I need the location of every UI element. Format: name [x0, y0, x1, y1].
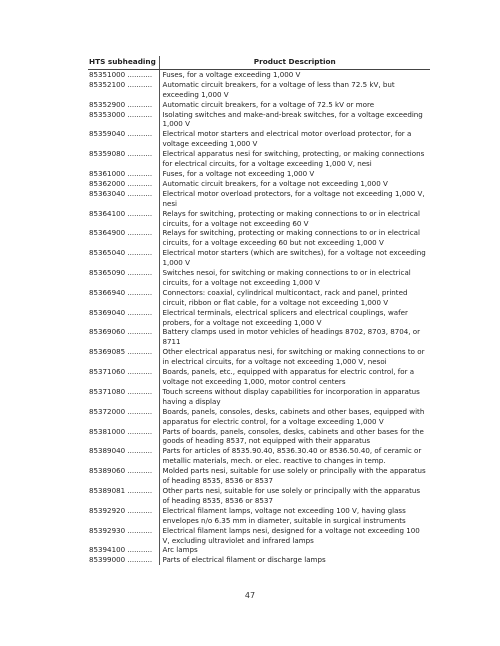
table-row: [88, 506, 430, 526]
table-row: [88, 169, 430, 179]
hts-code-cell: 85372000 ...........: [88, 407, 159, 427]
hts-code-cell: 85352900 ...........: [88, 100, 159, 110]
table-row: [88, 466, 430, 486]
table-row: [88, 367, 430, 387]
product-description-cell: Parts of boards, panels, consoles, desks, cabinets and other bases for the goods of heading 8537, not equipped with their apparatus: [162, 426, 424, 446]
product-description-cell: Relays for switching, protecting or making connections to or in electrical circuits, for a voltage exceeding 60 but not exceeding 1,000 V: [162, 228, 420, 248]
hts-table: [88, 56, 430, 565]
product-description-cell: Isolating switches and make-and-break switches, for a voltage exceeding 1,000 V: [162, 109, 423, 129]
table-header-row: [88, 56, 430, 69]
table-row: [88, 446, 430, 466]
column-header-hts-subheading: HTS subheading: [88, 56, 159, 69]
hts-code-cell: 85366940 ...........: [88, 288, 159, 308]
product-description-cell: Electrical apparatus nesi for switching, protecting, or making connections for electrical circuits, for a voltage exceeding 1,000 V, nesi: [162, 149, 425, 169]
product-description-cell: Fuses, for a voltage not exceeding 1,000 V: [162, 168, 315, 178]
table-row: [88, 80, 430, 100]
table-row: [88, 486, 430, 506]
table-row: [88, 545, 430, 555]
product-description-cell: Boards, panels, etc., equipped with apparatus for electric control, for a voltage not exceeding 1,000, motor control centers: [162, 367, 415, 386]
table-row: [88, 427, 430, 447]
product-description-cell: Other electrical apparatus nesi, for switching or making connections to or in electrical circuits, for a voltage not exceeding 1,000 V, nesoi: [162, 347, 425, 367]
table-row: [88, 189, 430, 209]
hts-code-cell: 85351000 ...........: [88, 69, 159, 79]
table-row: [88, 555, 430, 565]
product-description-cell: Automatic circuit breakers, for a voltage of less than 72.5 kV, but exceeding 1,000 V: [162, 79, 395, 99]
hts-code-cell: 85369060 ...........: [88, 327, 159, 347]
product-description-cell: Arc lamps: [162, 545, 198, 555]
product-description-cell: Other parts nesi, suitable for use solely or principally with the apparatus of heading 8535, 8536 or 8537: [162, 485, 421, 505]
table-row: [88, 387, 430, 407]
hts-code-cell: 85394100 ...........: [88, 545, 159, 555]
hts-code-cell: 85361000 ...........: [88, 169, 159, 179]
product-description-cell: Molded parts nesi, suitable for use solely or principally with the apparatus of heading 8535, 8536 or 8537: [162, 466, 426, 486]
hts-code-cell: 85392930 ...........: [88, 526, 159, 546]
table-row: [88, 407, 430, 427]
hts-code-cell: 85353000 ...........: [88, 110, 159, 130]
product-description-cell: Automatic circuit breakers, for a voltage not exceeding 1,000 V: [162, 178, 388, 188]
hts-code-cell: 85371060 ...........: [88, 367, 159, 387]
hts-code-cell: 85381000 ...........: [88, 427, 159, 447]
document-page: [88, 56, 430, 565]
hts-code-cell: 85362000 ...........: [88, 179, 159, 189]
hts-code-cell: 85364100 ...........: [88, 209, 159, 229]
table-row: [88, 100, 430, 110]
product-description-cell: Parts for articles of 8535.90.40, 8536.30.40 or 8536.50.40, of ceramic or metallic materials, mech. or elec. reactive to changes in temp.: [162, 446, 422, 466]
table-row: [88, 179, 430, 189]
hts-code-cell: 85389060 ...........: [88, 466, 159, 486]
hts-code-cell: 85399000 ...........: [88, 555, 159, 565]
table-row: [88, 347, 430, 367]
product-description-cell: Electrical terminals, electrical splicers and electrical couplings, wafer probers, for a voltage not exceeding 1,000 V: [162, 307, 408, 327]
hts-code-cell: 85359080 ...........: [88, 149, 159, 169]
table-row: [88, 308, 430, 328]
hts-code-cell: 85365090 ...........: [88, 268, 159, 288]
product-description-cell: Parts of electrical filament or discharge lamps: [162, 555, 326, 565]
product-description-cell: Automatic circuit breakers, for a voltage of 72.5 kV or more: [162, 99, 375, 109]
product-description-cell: Electrical filament lamps, voltage not exceeding 100 V, having glass envelopes n/o 6.35 mm in diameter, suitable in surgical instruments: [162, 505, 406, 525]
table-row: [88, 209, 430, 229]
table-body: [88, 69, 430, 565]
product-description-cell: Connectors: coaxial, cylindrical multicontact, rack and panel, printed circuit, ribbon or flat cable, for a voltage not exceeding 1,000 V: [162, 287, 408, 307]
hts-code-cell: 85392920 ...........: [88, 506, 159, 526]
product-description-cell: Boards, panels, consoles, desks, cabinets and other bases, equipped with apparatus for electric control, for a voltage exceeding 1,000 V: [162, 406, 425, 426]
hts-code-cell: 85364900 ...........: [88, 228, 159, 248]
table-row: [88, 327, 430, 347]
hts-code-cell: 85352100 ...........: [88, 80, 159, 100]
table-row: [88, 288, 430, 308]
table-row: [88, 526, 430, 546]
product-description-cell: Touch screens without display capabilities for incorporation in apparatus having a display: [162, 386, 420, 406]
page-number: 47: [244, 591, 256, 600]
column-header-product-description: Product Description: [159, 56, 430, 69]
hts-code-cell: 85359040 ...........: [88, 129, 159, 149]
product-description-cell: Switches nesoi, for switching or making connections to or in electrical circuits, for a voltage not exceeding 1,000 V: [162, 268, 411, 287]
table-row: [88, 228, 430, 248]
product-description-cell: Electrical motor overload protectors, for a voltage not exceeding 1,000 V, nesi: [162, 188, 425, 208]
hts-code-cell: 85365040 ...........: [88, 248, 159, 268]
table-row: [88, 69, 430, 79]
product-description-cell: Battery clamps used in motor vehicles of headings 8702, 8703, 8704, or 8711: [162, 327, 421, 347]
hts-code-cell: 85363040 ...........: [88, 189, 159, 209]
hts-code-cell: 85389081 ...........: [88, 486, 159, 506]
hts-code-cell: 85369085 ...........: [88, 347, 159, 367]
product-description-cell: Fuses, for a voltage exceeding 1,000 V: [162, 69, 301, 79]
product-description-cell: Electrical motor starters (which are switches), for a voltage not exceeding 1,000 V: [162, 248, 426, 268]
table-row: [88, 110, 430, 130]
table-row: [88, 129, 430, 149]
table-row: [88, 248, 430, 268]
hts-code-cell: 85369040 ...........: [88, 308, 159, 328]
product-description-cell: Relays for switching, protecting or making connections to or in electrical circuits, for a voltage not exceeding 60 V: [162, 208, 420, 228]
hts-code-cell: 85371080 ...........: [88, 387, 159, 407]
table-row: [88, 268, 430, 288]
product-description-cell: Electrical motor starters and electrical motor overload protector, for a voltage exceeding 1,000 V: [162, 129, 412, 149]
table-row: [88, 149, 430, 169]
hts-code-cell: 85389040 ...........: [88, 446, 159, 466]
product-description-cell: Electrical filament lamps nesi, designed for a voltage not exceeding 100 V, excluding ultraviolet and infrared lamps: [162, 525, 420, 545]
